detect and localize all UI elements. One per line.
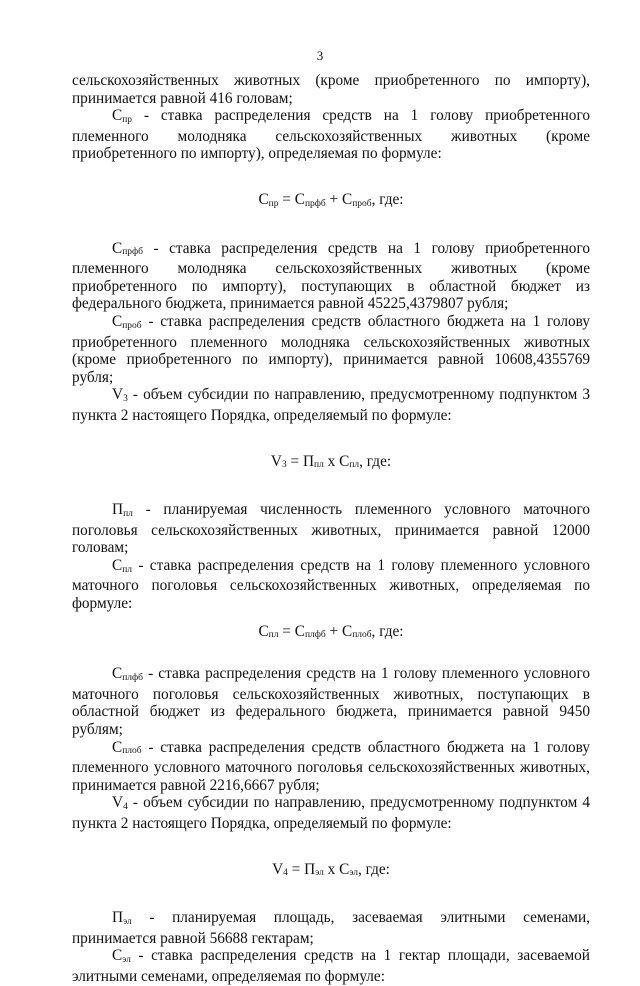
paragraph-p-pl: Ппл - планируемая численность племенного условного маточного поголовья сельскохозяйственных животных, принимается равной 12000 головам;	[72, 501, 590, 557]
formula-v4: V4 = Пэл х Сэл, где:	[272, 860, 390, 879]
paragraph-c-prob: Спроб - ставка распределения средств областного бюджета на 1 голову приобретенного племенного молодняка сельскохозяйственных животных (кроме приобретенного по импорту), принимается равной 10608,4355769 рубля;	[72, 312, 590, 386]
paragraph-c-el: Сэл - ставка распределения средств на 1 гектар площади, засеваемой элитными семенами, определяемая по формуле:	[72, 947, 590, 985]
formula-c-pr: Спр = Спрфб + Спроб, где:	[258, 190, 404, 209]
paragraph-c-plfb: Сплфб - ставка распределения средств на 1 голову племенного условного маточного поголовья сельскохозяйственных животных, поступающих в областной бюджет из федерального бюджета, принимается равной 9450 рублям;	[72, 665, 590, 739]
paragraph-v4: V4 - объем субсидии по направлению, предусмотренному подпунктом 4 пункта 2 настоящего Порядка, определяемый по формуле:	[72, 794, 590, 832]
document-body	[72, 72, 590, 986]
paragraph-c-pl: Спл - ставка распределения средств на 1 голову племенного условного маточного поголовья сельскохозяйственных животных, определяемая по формуле:	[72, 556, 590, 613]
page-number: 3	[316, 48, 324, 63]
paragraph-p-el: Пэл - планируемая площадь, засеваемая элитными семенами, принимается равной 56688 гектарам;	[72, 909, 590, 947]
paragraph-v3: V3 - объем субсидии по направлению, предусмотренному подпунктом 3 пункта 2 настоящего Порядка, определяемый по формуле:	[72, 386, 590, 424]
paragraph-c-prfb: Спрфб - ставка распределения средств на 1 голову приобретенного племенного молодняка сельскохозяйственных животных (кроме приобретенного по импорту), поступающих в областной бюджет из федерального бюджета, принимается равной 45225,4379807 рубля;	[72, 239, 590, 313]
paragraph-1: сельскохозяйственных животных (кроме приобретенного по импорту), принимается равной 416 головам;	[72, 72, 590, 107]
formula-c-pl: Спл = Сплфб + Сплоб, где:	[258, 622, 404, 641]
paragraph-c-pr: Спр - ставка распределения средств на 1 голову приобретенного племенного молодняка сельскохозяйственных животных (кроме приобретенного по импорту), определяемая по формуле:	[72, 107, 590, 163]
paragraph-c-plob: Сплоб - ставка распределения средств областного бюджета на 1 голову племенного условного маточного поголовья сельскохозяйственных животных, принимается равной 2216,6667 рубля;	[72, 738, 590, 794]
formula-v3: V3 = Ппл х Спл, где:	[270, 452, 392, 471]
